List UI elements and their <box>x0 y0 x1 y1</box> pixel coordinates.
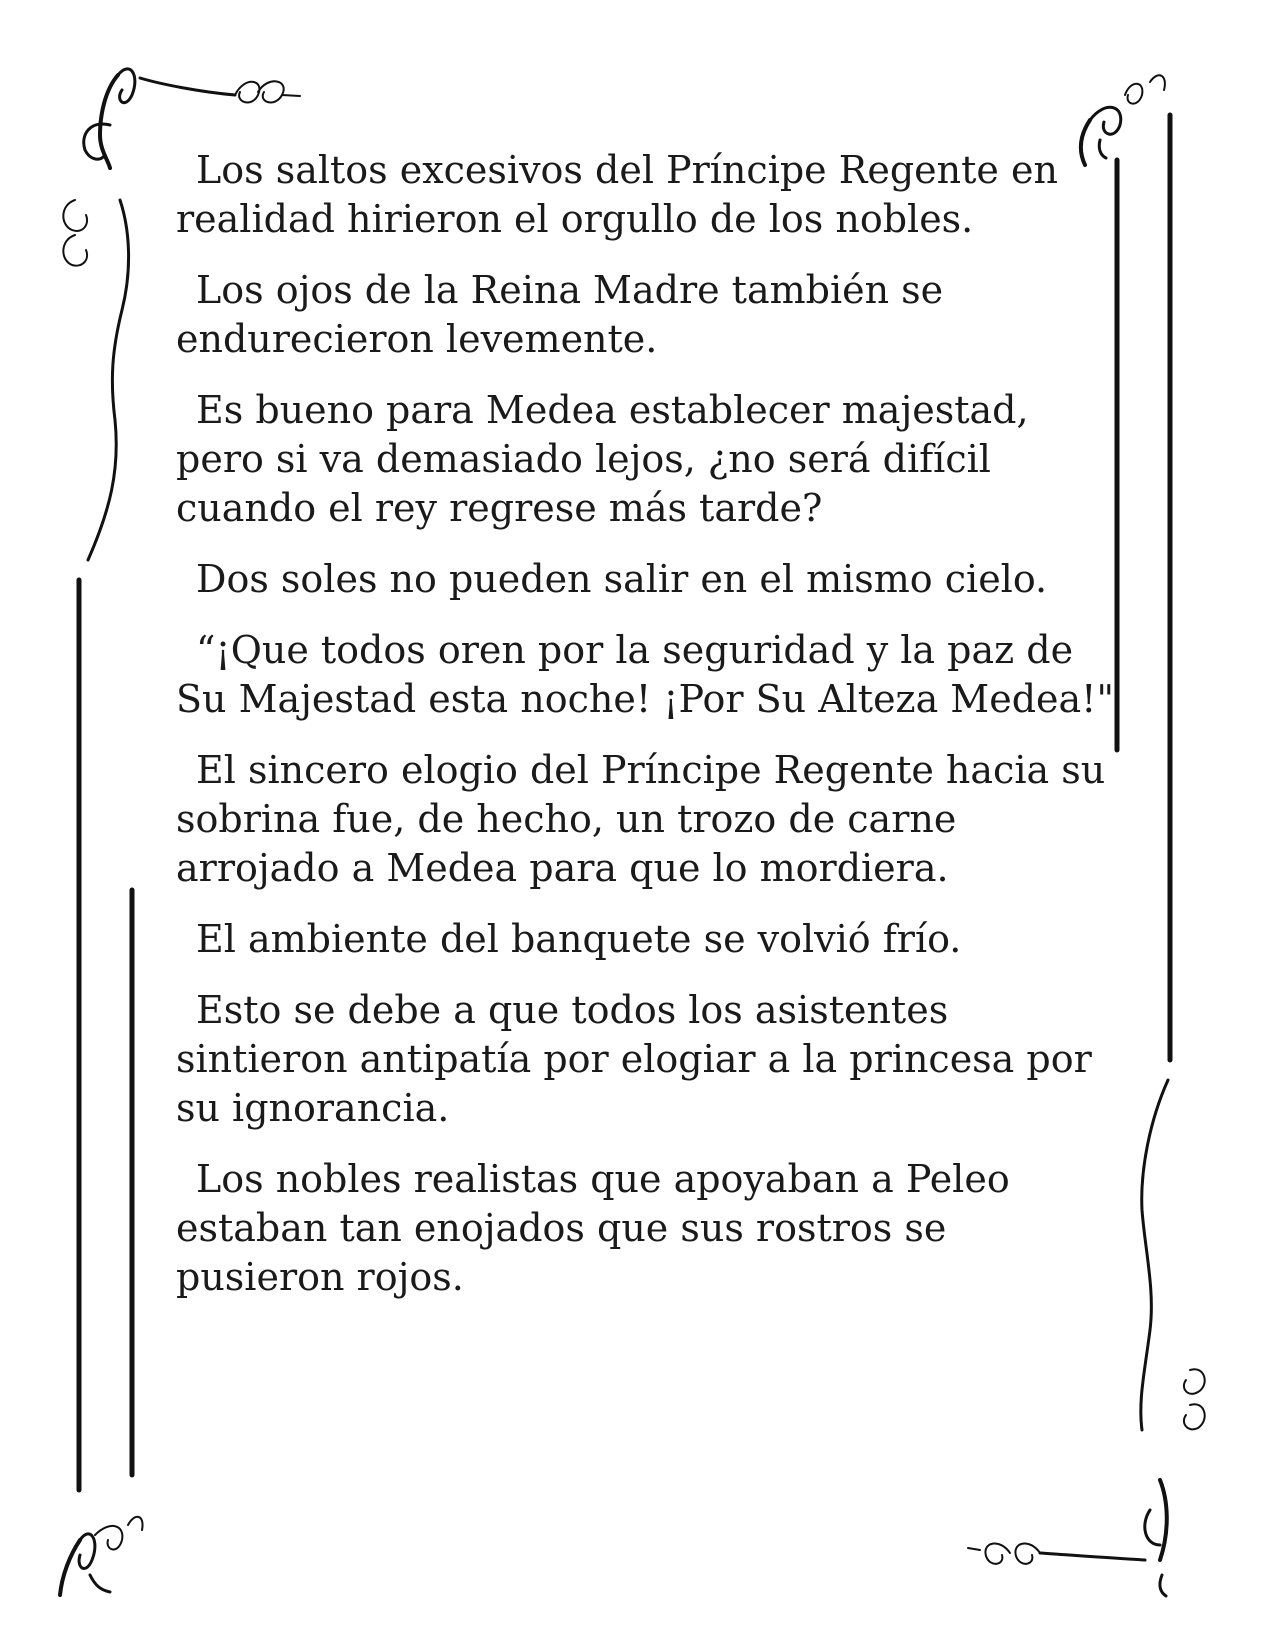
paragraph: Dos soles no pueden salir en el mismo cielo. <box>196 557 1048 601</box>
paragraph: Esto se debe a que todos los asistentes sintieron antipatía por elogiar a la princesa por su ignorancia. <box>176 988 1092 1130</box>
paragraph: Es bueno para Medea establecer majestad, pero si va demasiado lejos, ¿no será difícil cuando el rey regrese más tarde? <box>176 388 1029 530</box>
paragraph: El ambiente del banquete se volvió frío. <box>196 917 962 961</box>
paragraph: Los saltos excesivos del Príncipe Regente en realidad hirieron el orgullo de los nobles. <box>176 148 1058 241</box>
paragraph: Los nobles realistas que apoyaban a Peleo estaban tan enojados que sus rostros se pusieron rojos. <box>176 1157 1010 1299</box>
paragraph: “¡Que todos oren por la seguridad y la paz de Su Majestad esta noche! ¡Por Su Alteza Medea!" <box>176 628 1114 721</box>
paragraph: El sincero elogio del Príncipe Regente hacia su sobrina fue, de hecho, un trozo de carne arrojado a Medea para que lo mordiera. <box>176 748 1106 890</box>
paragraph: Los ojos de la Reina Madre también se endurecieron levemente. <box>176 268 944 361</box>
body-text <box>176 146 1116 1324</box>
flourish-bottom-left-icon <box>60 1517 143 1595</box>
